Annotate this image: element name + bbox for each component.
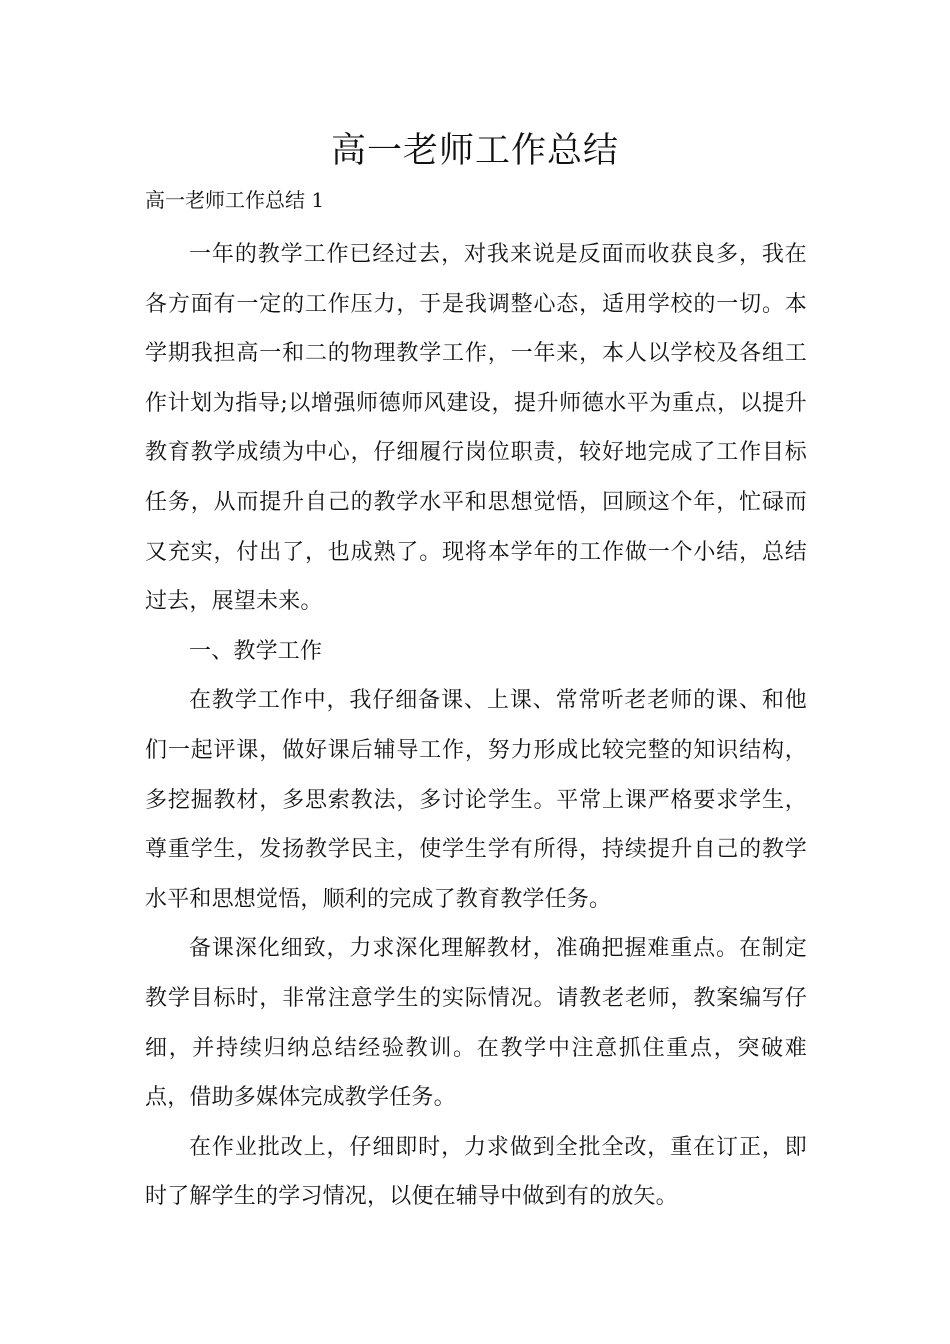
paragraph-intro: 一年的教学工作已经过去，对我来说是反面而收获良多，我在各方面有一定的工作压力，于是我调整心态，适用学校的一切。本学期我担高一和二的物理教学工作，一年来，本人以学校及各组工作计划为指导;以增强师德师风建设，提升师德水平为重点，以提升教育教学成绩为中心，仔细履行岗位职责，较好地完成了工作目标任务，从而提升自己的教学水平和思想觉悟，回顾这个年，忙碌而又充实，付出了，也成熟了。现将本学年的工作做一个小结，总结过去，展望未来。 (145, 242, 807, 615)
paragraph-teaching: 在教学工作中，我仔细备课、上课、常常听老老师的课、和他们一起评课，做好课后辅导工作，努力形成比较完整的知识结构，多挖掘教材，多思索教法，多讨论学生。平常上课严格要求学生，尊重学生，发扬教学民主，使学生学有所得，持续提升自己的教学水平和思想觉悟，顺利的完成了教育教学任务。 (145, 688, 807, 912)
paragraph-lesson-prep: 备课深化细致，力求深化理解教材，准确把握难重点。在制定教学目标时，非常注意学生的实际情况。请教老老师，教案编写仔细，并持续归纳总结经验教训。在教学中注意抓住重点，突破难点，借助多媒体完成教学任务。 (145, 936, 807, 1111)
paragraph-homework: 在作业批改上，仔细即时，力求做到全批全改，重在订正，即时了解学生的学习情况，以便在辅导中做到有的放矢。 (145, 1134, 807, 1210)
document-title: 高一老师工作总结 (330, 131, 619, 171)
document-body (145, 230, 807, 1222)
document-subtitle: 高一老师工作总结 1 (145, 188, 325, 212)
section-heading-teaching: 一、教学工作 (189, 638, 323, 664)
